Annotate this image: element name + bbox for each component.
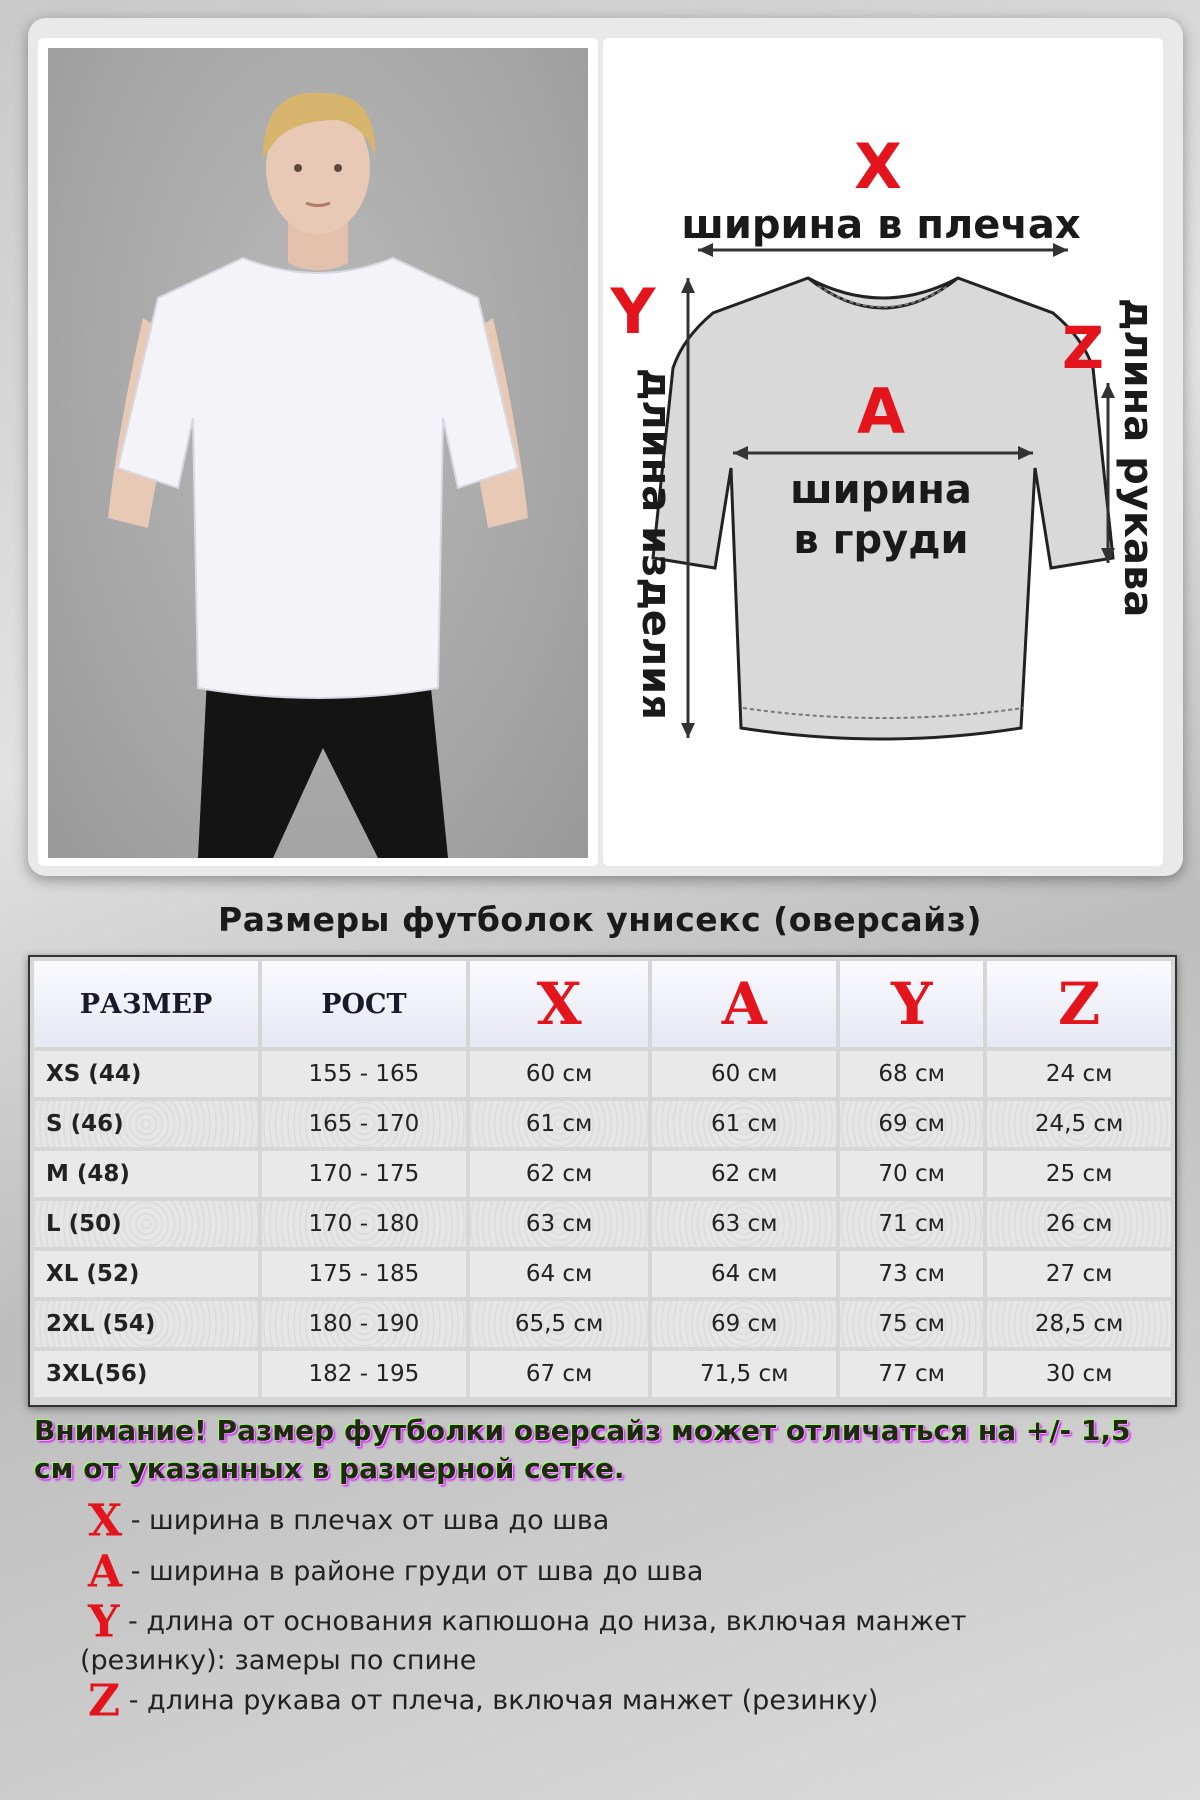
cell-y: 70 см bbox=[840, 1151, 983, 1197]
model-photo bbox=[48, 48, 588, 858]
cell-x: 61 см bbox=[470, 1101, 649, 1147]
x-label: ширина в плечах bbox=[681, 202, 1081, 248]
cell-x: 64 см bbox=[470, 1251, 649, 1297]
cell-z: 30 см bbox=[987, 1351, 1171, 1397]
cell-a: 71,5 см bbox=[652, 1351, 836, 1397]
size-warning: Внимание! Размер футболки оверсайз может отличаться на +/- 1,5 см от указанных в размерной сетке. bbox=[34, 1414, 1131, 1485]
cell-y: 77 см bbox=[840, 1351, 983, 1397]
cell-size: L (50) bbox=[34, 1201, 258, 1247]
cell-height: 180 - 190 bbox=[262, 1301, 466, 1347]
a-label-line2: в груди bbox=[793, 517, 969, 563]
header-x: X bbox=[470, 961, 649, 1047]
cell-size: 2XL (54) bbox=[34, 1301, 258, 1347]
cell-y: 73 см bbox=[840, 1251, 983, 1297]
legend-item-y bbox=[80, 1596, 1178, 1680]
legend-letter-z: Z bbox=[88, 1675, 121, 1726]
cell-z: 26 см bbox=[987, 1201, 1171, 1247]
cell-a: 69 см bbox=[652, 1301, 836, 1347]
table-row bbox=[34, 1251, 1171, 1297]
legend-text-x: - ширина в плечах от шва до шва bbox=[122, 1505, 610, 1536]
cell-a: 61 см bbox=[652, 1101, 836, 1147]
cell-size: XL (52) bbox=[34, 1251, 258, 1297]
cell-height: 175 - 185 bbox=[262, 1251, 466, 1297]
z-label: длина рукава bbox=[1115, 298, 1161, 618]
cell-x: 60 см bbox=[470, 1051, 649, 1097]
z-letter: Z bbox=[1061, 314, 1105, 382]
model-illustration bbox=[48, 48, 588, 858]
a-label-line1: ширина bbox=[790, 467, 972, 513]
table-row bbox=[34, 1301, 1171, 1347]
cell-a: 62 см bbox=[652, 1151, 836, 1197]
y-label: длина изделия bbox=[633, 368, 679, 720]
cell-x: 63 см bbox=[470, 1201, 649, 1247]
y-letter: Y bbox=[610, 275, 656, 348]
cell-height: 182 - 195 bbox=[262, 1351, 466, 1397]
header-height: РОСТ bbox=[262, 961, 466, 1047]
cell-y: 75 см bbox=[840, 1301, 983, 1347]
cell-z: 27 см bbox=[987, 1251, 1171, 1297]
table-row bbox=[34, 1051, 1171, 1097]
table-row bbox=[34, 1101, 1171, 1147]
cell-height: 170 - 175 bbox=[262, 1151, 466, 1197]
measurement-diagram bbox=[603, 38, 1163, 866]
cell-a: 63 см bbox=[652, 1201, 836, 1247]
cell-a: 60 см bbox=[652, 1051, 836, 1097]
legend-item-z bbox=[88, 1675, 1178, 1726]
cell-height: 155 - 165 bbox=[262, 1051, 466, 1097]
legend-letter-y: Y bbox=[88, 1596, 120, 1648]
legend-letter-x: X bbox=[88, 1495, 123, 1547]
cell-z: 24 см bbox=[987, 1051, 1171, 1097]
cell-x: 65,5 см bbox=[470, 1301, 649, 1347]
table-row bbox=[34, 1351, 1171, 1397]
size-table bbox=[28, 955, 1177, 1407]
cell-z: 25 см bbox=[987, 1151, 1171, 1197]
header-size: РАЗМЕР bbox=[34, 961, 258, 1047]
cell-a: 64 см bbox=[652, 1251, 836, 1297]
legend-letter-a: A bbox=[88, 1546, 123, 1597]
cell-y: 68 см bbox=[840, 1051, 983, 1097]
header-a: A bbox=[652, 961, 836, 1047]
cell-size: 3XL(56) bbox=[34, 1351, 258, 1397]
cell-height: 165 - 170 bbox=[262, 1101, 466, 1147]
a-letter: A bbox=[857, 375, 905, 448]
legend bbox=[80, 1495, 1178, 1726]
table-header-row bbox=[34, 961, 1171, 1047]
legend-item-a bbox=[88, 1546, 1178, 1597]
legend-item-x bbox=[88, 1495, 1178, 1547]
header-y: Y bbox=[840, 961, 983, 1047]
cell-size: S (46) bbox=[34, 1101, 258, 1147]
page-title: Размеры футболок унисекс (оверсайз) bbox=[218, 900, 982, 939]
legend-text-z: - длина рукава от плеча, включая манжет (резинку) bbox=[120, 1684, 879, 1716]
cell-height: 170 - 180 bbox=[262, 1201, 466, 1247]
legend-text-y: - длина от основания капюшона до низа, включая манжет bbox=[119, 1606, 967, 1637]
legend-text-a: - ширина в районе груди от шва до шва bbox=[122, 1555, 704, 1587]
cell-size: XS (44) bbox=[34, 1051, 258, 1097]
cell-x: 67 см bbox=[470, 1351, 649, 1397]
table-row bbox=[34, 1151, 1171, 1197]
x-letter: X bbox=[854, 130, 902, 203]
table-row bbox=[34, 1201, 1171, 1247]
cell-z: 24,5 см bbox=[987, 1101, 1171, 1147]
cell-z: 28,5 см bbox=[987, 1301, 1171, 1347]
tshirt-diagram bbox=[603, 38, 1163, 866]
legend-text-y-cont: (резинку): замеры по спине bbox=[80, 1644, 477, 1676]
cell-y: 69 см bbox=[840, 1101, 983, 1147]
header-z: Z bbox=[987, 961, 1171, 1047]
cell-size: M (48) bbox=[34, 1151, 258, 1197]
cell-x: 62 см bbox=[470, 1151, 649, 1197]
cell-y: 71 см bbox=[840, 1201, 983, 1247]
